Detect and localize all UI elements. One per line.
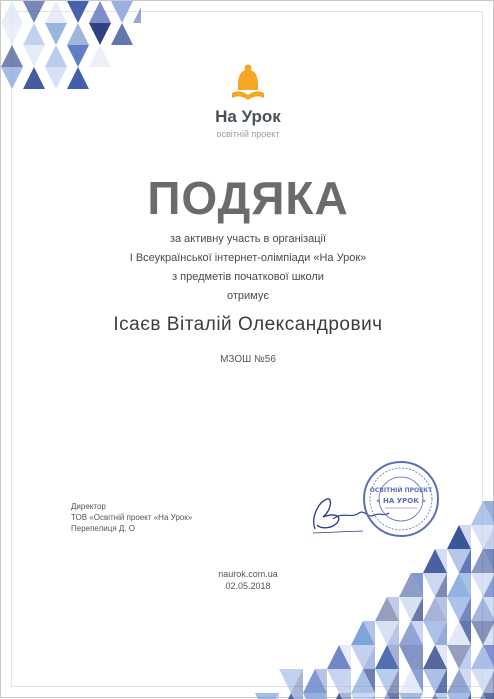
body-line-3: з предметів початкової школи <box>172 271 324 283</box>
signatory-block <box>71 501 192 534</box>
body-line-1: за активну участь в організації <box>169 233 327 245</box>
bell-icon <box>228 63 268 105</box>
signatory-name: Перепелиця Д. О <box>71 524 135 533</box>
official-stamp <box>361 459 441 539</box>
school-name: МЗОШ №56 <box>220 354 276 365</box>
signatory-company: ТОВ «Освітній проект «На Урок» <box>71 513 193 522</box>
body-line-2: І Всеукраїнської інтернет-олімпіади «На Урок» <box>129 252 367 264</box>
stamp-text: ОСВІТНІЙ ПРОЕКТ <box>369 487 433 494</box>
logo <box>1 63 494 105</box>
issue-date: 02.05.2018 <box>225 581 271 591</box>
brand-name: На Урок <box>215 107 281 126</box>
body-line-4: отримує <box>227 290 269 302</box>
certificate-title: ПОДЯКА <box>147 172 349 224</box>
stamp-center-text: « НА УРОК » <box>376 497 426 505</box>
recipient-name: Ісаєв Віталій Олександрович <box>113 314 383 335</box>
website: naurok.com.ua <box>218 569 278 579</box>
signatory-position: Директор <box>71 502 106 511</box>
brand-subtitle: освітній проект <box>216 129 280 139</box>
